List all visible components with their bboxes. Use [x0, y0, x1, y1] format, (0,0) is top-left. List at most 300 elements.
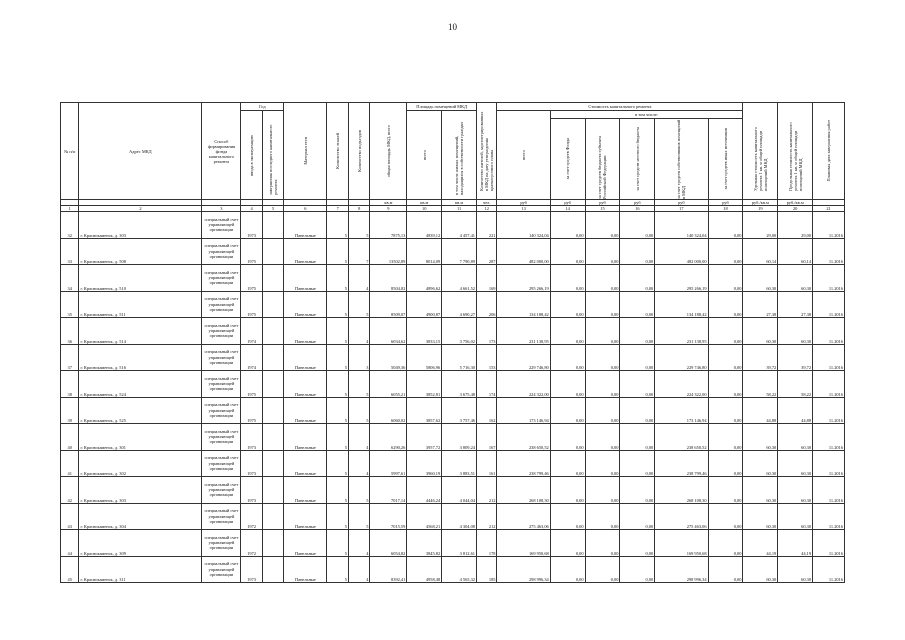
- column-number-cell: 15: [585, 206, 620, 212]
- cell-cost-fund: 0,00: [550, 344, 585, 371]
- column-number-cell: 13: [497, 206, 550, 212]
- cell-limit-cost: 58,22: [778, 371, 813, 398]
- cell-floors: 5: [327, 344, 349, 371]
- cell-completion-date: 11.2016: [813, 397, 845, 424]
- cell-last-repair-year: [262, 477, 284, 504]
- cell-wall-material: Панельные: [284, 450, 327, 477]
- cell-floors: 5: [327, 556, 349, 583]
- cell-cost-regional: 0,00: [585, 530, 620, 557]
- cell-row-number: 38: [61, 371, 79, 398]
- cell-specific-cost: 60,30: [743, 556, 778, 583]
- cell-last-repair-year: [262, 556, 284, 583]
- cell-cost-regional: 0,00: [585, 371, 620, 398]
- cell-area-owned: 4 457,41: [442, 212, 477, 239]
- cell-cost-other: 0,00: [708, 556, 743, 583]
- column-number-cell: 19: [743, 206, 778, 212]
- column-number-cell: 16: [620, 206, 655, 212]
- cell-total-area: 8504,82: [370, 265, 407, 292]
- cell-cost-regional: 0,00: [585, 238, 620, 265]
- table-row: [61, 371, 845, 398]
- cell-cost-fund: 0,00: [550, 397, 585, 424]
- unit-cell: руб: [620, 200, 655, 206]
- header-commission-year: ввода в эксплуатацию: [249, 134, 255, 176]
- cell-cost-regional: 0,00: [585, 477, 620, 504]
- cell-last-repair-year: [262, 344, 284, 371]
- cell-last-repair-year: [262, 503, 284, 530]
- cell-cost-other: 0,00: [708, 318, 743, 345]
- cell-address: г. Краснокаменск, д. 302: [79, 450, 202, 477]
- cell-cost-owners: 268 108,30: [655, 477, 708, 504]
- cell-fund-method: специальный счет управляющей организации: [202, 265, 241, 292]
- cell-commission-year: 1973: [241, 212, 263, 239]
- cell-cost-other: 0,00: [708, 291, 743, 318]
- header-total-area: общая площадь МКД, всего: [385, 124, 391, 178]
- cell-row-number: 34: [61, 265, 79, 292]
- cell-address: г. Краснокаменск, д. 311: [79, 556, 202, 583]
- cell-area-all: 8014,09: [407, 238, 442, 265]
- cell-area-all: 4900,87: [407, 291, 442, 318]
- table-row: [61, 503, 845, 530]
- cell-commission-year: 1975: [241, 371, 263, 398]
- cell-residents: 173: [476, 318, 496, 345]
- table-row: [61, 318, 845, 345]
- column-number-cell: 9: [370, 206, 407, 212]
- cell-area-all: 4568,21: [407, 503, 442, 530]
- table-row: [61, 238, 845, 265]
- cell-area-all: 4839,12: [407, 212, 442, 239]
- cell-cost-fund: 0,00: [550, 530, 585, 557]
- table-row: [61, 265, 845, 292]
- cell-cost-owners: 238 650,52: [655, 424, 708, 451]
- table-body: [61, 212, 845, 583]
- cell-residents: 185: [476, 556, 496, 583]
- cell-residents: 287: [476, 238, 496, 265]
- cell-area-all: 3957,72: [407, 424, 442, 451]
- cell-limit-cost: 44,88: [778, 397, 813, 424]
- header-address: Адрес МКД: [79, 103, 202, 200]
- cell-row-number: 35: [61, 291, 79, 318]
- cell-completion-date: 11.2016: [813, 318, 845, 345]
- header-area-owned: в том числе жилых помещений, находящихся в собственности граждан: [454, 122, 465, 195]
- cell-wall-material: Панельные: [284, 291, 327, 318]
- unit-cell: руб: [550, 200, 585, 206]
- cell-last-repair-year: [262, 238, 284, 265]
- table-row: [61, 450, 845, 477]
- cell-last-repair-year: [262, 397, 284, 424]
- cell-completion-date: 11.2016: [813, 424, 845, 451]
- cell-entrances: 5: [348, 291, 370, 318]
- cell-specific-cost: 60,30: [743, 450, 778, 477]
- header-cost-group: Стоимость капитального ремонта: [497, 103, 743, 111]
- cell-cost-owners: 295 266,19: [655, 265, 708, 292]
- cell-last-repair-year: [262, 291, 284, 318]
- cell-row-number: 45: [61, 556, 79, 583]
- cell-address: г. Краснокаменск, д. 301: [79, 424, 202, 451]
- cell-cost-owners: 238 799,46: [655, 450, 708, 477]
- header-fund-method: Способ формирования фонда капитального ремонта: [202, 103, 241, 200]
- cell-area-all: 3852,81: [407, 371, 442, 398]
- table-row: [61, 424, 845, 451]
- cell-cost-local: 0,00: [620, 397, 655, 424]
- cell-floors: 5: [327, 291, 349, 318]
- cell-cost-all: 169 950,68: [497, 530, 550, 557]
- cell-area-all: 3857,62: [407, 397, 442, 424]
- unit-cell: руб: [497, 200, 550, 206]
- cell-specific-cost: 27,38: [743, 291, 778, 318]
- cell-entrances: 5: [348, 371, 370, 398]
- cell-limit-cost: 60,30: [778, 477, 813, 504]
- cell-specific-cost: 60,30: [743, 265, 778, 292]
- column-number-cell: 2: [79, 206, 202, 212]
- table-row: [61, 344, 845, 371]
- cell-specific-cost: 39,72: [743, 344, 778, 371]
- cell-fund-method: специальный счет управляющей организации: [202, 238, 241, 265]
- cell-cost-fund: 0,00: [550, 238, 585, 265]
- cell-cost-local: 0,00: [620, 318, 655, 345]
- cell-fund-method: специальный счет управляющей организации: [202, 424, 241, 451]
- cell-last-repair-year: [262, 371, 284, 398]
- cell-wall-material: Панельные: [284, 344, 327, 371]
- cell-cost-local: 0,00: [620, 291, 655, 318]
- table-row: [61, 291, 845, 318]
- header-including: в том числе:: [550, 111, 743, 119]
- cell-cost-all: 298 996,34: [497, 556, 550, 583]
- cell-cost-other: 0,00: [708, 371, 743, 398]
- cell-cost-all: 224 322,00: [497, 371, 550, 398]
- cell-completion-date: 11.2016: [813, 265, 845, 292]
- header-specific-cost: Удельная стоимость капитального ремонта 1 кв. м общей площади помещений МКД: [752, 127, 768, 191]
- cell-row-number: 42: [61, 477, 79, 504]
- cell-cost-other: 0,00: [708, 530, 743, 557]
- header-cost-all: всего: [521, 150, 527, 160]
- cell-fund-method: специальный счет управляющей организации: [202, 450, 241, 477]
- cell-commission-year: 1973: [241, 424, 263, 451]
- cell-residents: 221: [476, 212, 496, 239]
- cell-entrances: 5: [348, 503, 370, 530]
- cell-entrances: 4: [348, 556, 370, 583]
- cell-limit-cost: 27,38: [778, 291, 813, 318]
- cell-cost-other: 0,00: [708, 344, 743, 371]
- column-number-cell: 12: [476, 206, 496, 212]
- cell-completion-date: 11.2016: [813, 477, 845, 504]
- cell-cost-all: 173 146,94: [497, 397, 550, 424]
- cell-wall-material: Панельные: [284, 318, 327, 345]
- cell-specific-cost: 58,22: [743, 371, 778, 398]
- cell-fund-method: специальный счет управляющей организации: [202, 503, 241, 530]
- column-number-cell: 3: [202, 206, 241, 212]
- cell-cost-local: 0,00: [620, 344, 655, 371]
- cell-total-area: 8392,41: [370, 556, 407, 583]
- column-number-cell: 4: [241, 206, 263, 212]
- cell-row-number: 43: [61, 503, 79, 530]
- cell-limit-cost: 29,00: [778, 212, 813, 239]
- cell-cost-fund: 0,00: [550, 212, 585, 239]
- header-cost-regional: за счет средств бюджета субъекта Российской Федерации: [597, 136, 608, 199]
- cell-area-all: 3845,82: [407, 530, 442, 557]
- cell-completion-date: 11.2016: [813, 371, 845, 398]
- cell-floors: 5: [327, 265, 349, 292]
- cell-limit-cost: 60,30: [778, 265, 813, 292]
- cell-limit-cost: 60,30: [778, 450, 813, 477]
- cell-commission-year: 1973: [241, 477, 263, 504]
- cell-completion-date: 11.2016: [813, 212, 845, 239]
- header-floors: Количество этажей: [335, 133, 341, 169]
- cell-area-owned: 4 661,52: [442, 265, 477, 292]
- cell-entrances: 4: [348, 450, 370, 477]
- cell-total-area: 7017,14: [370, 477, 407, 504]
- cell-last-repair-year: [262, 450, 284, 477]
- cell-entrances: 5: [348, 397, 370, 424]
- cell-specific-cost: 60,30: [743, 318, 778, 345]
- cell-residents: 169: [476, 265, 496, 292]
- cell-commission-year: 1973: [241, 450, 263, 477]
- cell-floors: 5: [327, 477, 349, 504]
- cell-completion-date: 11.2016: [813, 344, 845, 371]
- column-number-cell: 11: [442, 206, 477, 212]
- cell-address: г. Краснокаменск, д. 304: [79, 503, 202, 530]
- cell-row-number: 33: [61, 238, 79, 265]
- cell-address: г. Краснокаменск, д. 516: [79, 344, 202, 371]
- unit-cell: руб: [585, 200, 620, 206]
- cell-wall-material: Панельные: [284, 503, 327, 530]
- cell-cost-other: 0,00: [708, 424, 743, 451]
- cell-cost-fund: 0,00: [550, 424, 585, 451]
- cell-floors: 5: [327, 212, 349, 239]
- cell-row-number: 37: [61, 344, 79, 371]
- cell-commission-year: 1975: [241, 265, 263, 292]
- cell-total-area: 6290,26: [370, 424, 407, 451]
- cell-limit-cost: 60,30: [778, 556, 813, 583]
- cell-area-owned: 3 812,61: [442, 530, 477, 557]
- cell-commission-year: 1972: [241, 503, 263, 530]
- cell-fund-method: специальный счет управляющей организации: [202, 318, 241, 345]
- cell-cost-local: 0,00: [620, 450, 655, 477]
- cell-address: г. Краснокаменск, д. 510: [79, 265, 202, 292]
- cell-specific-cost: 60,14: [743, 238, 778, 265]
- cell-entrances: 7: [348, 238, 370, 265]
- cell-address: г. Краснокаменск, д. 525: [79, 397, 202, 424]
- cell-entrances: 3: [348, 344, 370, 371]
- cell-area-all: 3833,15: [407, 318, 442, 345]
- table-row: [61, 212, 845, 239]
- cell-cost-local: 0,00: [620, 265, 655, 292]
- cell-cost-all: 295 266,19: [497, 265, 550, 292]
- cell-fund-method: специальный счет управляющей организации: [202, 344, 241, 371]
- cell-cost-owners: 275 463,06: [655, 503, 708, 530]
- capital-repair-table: [60, 102, 845, 583]
- cell-residents: 212: [476, 477, 496, 504]
- cell-commission-year: 1975: [241, 291, 263, 318]
- cell-completion-date: 11.2016: [813, 450, 845, 477]
- cell-cost-all: 275 463,06: [497, 503, 550, 530]
- cell-cost-regional: 0,00: [585, 397, 620, 424]
- cell-fund-method: специальный счет управляющей организации: [202, 530, 241, 557]
- cell-fund-method: специальный счет управляющей организации: [202, 291, 241, 318]
- cell-completion-date: 11.2016: [813, 291, 845, 318]
- header-area-group: Площадь помещений МКД: [407, 103, 477, 111]
- cell-completion-date: 11.2016: [813, 530, 845, 557]
- cell-cost-all: 268 108,30: [497, 477, 550, 504]
- column-number-cell: 17: [655, 206, 708, 212]
- cell-area-owned: 4 690,27: [442, 291, 477, 318]
- cell-row-number: 36: [61, 318, 79, 345]
- cell-wall-material: Панельные: [284, 556, 327, 583]
- cell-fund-method: специальный счет управляющей организации: [202, 371, 241, 398]
- cell-address: г. Краснокаменск, д. 309: [79, 530, 202, 557]
- cell-entrances: 5: [348, 212, 370, 239]
- cell-address: г. Краснокаменск, д. 303: [79, 477, 202, 504]
- cell-total-area: 8509,07: [370, 291, 407, 318]
- cell-entrances: 4: [348, 265, 370, 292]
- cell-limit-cost: 60,30: [778, 503, 813, 530]
- page-number: 10: [448, 22, 457, 32]
- cell-cost-owners: 231 138,95: [655, 318, 708, 345]
- cell-cost-all: 140 324,04: [497, 212, 550, 239]
- cell-last-repair-year: [262, 212, 284, 239]
- cell-cost-all: 231 138,95: [497, 318, 550, 345]
- cell-total-area: 13502,89: [370, 238, 407, 265]
- cell-commission-year: 1973: [241, 556, 263, 583]
- cell-commission-year: 1975: [241, 238, 263, 265]
- unit-cell: кв.м: [442, 200, 477, 206]
- cell-cost-fund: 0,00: [550, 291, 585, 318]
- cell-area-owned: 4 304,08: [442, 503, 477, 530]
- cell-entrances: 5: [348, 477, 370, 504]
- cell-area-owned: 3 757,46: [442, 397, 477, 424]
- cell-residents: 212: [476, 503, 496, 530]
- table-row: [61, 477, 845, 504]
- header-wall-material: Материал стен: [302, 137, 308, 165]
- column-number-cell: 6: [284, 206, 327, 212]
- header-cost-owners: за счет средств собственников помещений в МКД: [676, 119, 687, 199]
- unit-cell: кв.м: [407, 200, 442, 206]
- unit-cell: руб: [655, 200, 708, 206]
- cell-wall-material: Панельные: [284, 424, 327, 451]
- cell-cost-local: 0,00: [620, 556, 655, 583]
- cell-cost-other: 0,00: [708, 238, 743, 265]
- cell-cost-regional: 0,00: [585, 291, 620, 318]
- cell-residents: 162: [476, 397, 496, 424]
- cell-cost-local: 0,00: [620, 477, 655, 504]
- cell-cost-other: 0,00: [708, 450, 743, 477]
- cell-cost-regional: 0,00: [585, 212, 620, 239]
- cell-floors: 5: [327, 503, 349, 530]
- cell-commission-year: 1972: [241, 530, 263, 557]
- cell-cost-all: 134 188,42: [497, 291, 550, 318]
- cell-commission-year: 1974: [241, 344, 263, 371]
- cell-commission-year: 1975: [241, 397, 263, 424]
- cell-row-number: 40: [61, 424, 79, 451]
- cell-floors: 5: [327, 371, 349, 398]
- cell-area-owned: 5 716,30: [442, 344, 477, 371]
- header-cost-fund: за счет средств Фонда: [565, 138, 571, 180]
- cell-total-area: 6054,82: [370, 530, 407, 557]
- header-last-repair-year: завершения последнего капитального ремонта: [268, 124, 279, 195]
- cell-area-all: 5806,96: [407, 344, 442, 371]
- cell-limit-cost: 60,30: [778, 424, 813, 451]
- cell-cost-other: 0,00: [708, 397, 743, 424]
- cell-total-area: 7875,13: [370, 212, 407, 239]
- cell-address: г. Краснокаменск, д. 524: [79, 371, 202, 398]
- header-completion-date: Плановая дата завершения работ: [826, 120, 832, 182]
- cell-residents: 174: [476, 371, 496, 398]
- cell-row-number: 41: [61, 450, 79, 477]
- cell-entrances: 4: [348, 530, 370, 557]
- table-row: [61, 397, 845, 424]
- cell-total-area: 6060,02: [370, 397, 407, 424]
- cell-wall-material: Панельные: [284, 530, 327, 557]
- unit-cell: чел.: [476, 200, 496, 206]
- cell-completion-date: 11.2016: [813, 503, 845, 530]
- header-year-group: Год: [241, 103, 284, 111]
- cell-cost-local: 0,00: [620, 530, 655, 557]
- cell-entrances: 4: [348, 424, 370, 451]
- cell-cost-fund: 0,00: [550, 503, 585, 530]
- cell-area-owned: 4 565,32: [442, 556, 477, 583]
- column-number-cell: 8: [348, 206, 370, 212]
- cell-row-number: 32: [61, 212, 79, 239]
- cell-total-area: 5049,36: [370, 344, 407, 371]
- cell-address: г. Краснокаменск, д. 508: [79, 238, 202, 265]
- cell-specific-cost: 44,88: [743, 397, 778, 424]
- cell-last-repair-year: [262, 530, 284, 557]
- cell-commission-year: 1974: [241, 318, 263, 345]
- cell-wall-material: Панельные: [284, 212, 327, 239]
- cell-cost-fund: 0,00: [550, 371, 585, 398]
- cell-floors: 5: [327, 238, 349, 265]
- header-area-all: всего: [421, 150, 427, 160]
- cell-wall-material: Панельные: [284, 238, 327, 265]
- column-number-cell: 10: [407, 206, 442, 212]
- cell-cost-owners: 134 188,42: [655, 291, 708, 318]
- cell-area-all: 4958,48: [407, 556, 442, 583]
- cell-row-number: 44: [61, 530, 79, 557]
- header-cost-local: за счет средств местного бюджета: [634, 127, 640, 191]
- cell-fund-method: специальный счет управляющей организации: [202, 397, 241, 424]
- column-number-cell: 14: [550, 206, 585, 212]
- cell-area-owned: 4 044,04: [442, 477, 477, 504]
- cell-cost-other: 0,00: [708, 503, 743, 530]
- cell-area-all: 4896,62: [407, 265, 442, 292]
- cell-entrances: 4: [348, 318, 370, 345]
- cell-cost-local: 0,00: [620, 503, 655, 530]
- cell-specific-cost: 60,30: [743, 477, 778, 504]
- cell-cost-local: 0,00: [620, 371, 655, 398]
- cell-cost-regional: 0,00: [585, 503, 620, 530]
- cell-cost-owners: 173 146,94: [655, 397, 708, 424]
- cell-limit-cost: 39,72: [778, 344, 813, 371]
- cell-limit-cost: 44,19: [778, 530, 813, 557]
- column-number-cell: 1: [61, 206, 79, 212]
- cell-cost-local: 0,00: [620, 212, 655, 239]
- cell-cost-regional: 0,00: [585, 318, 620, 345]
- column-number-cell: 18: [708, 206, 743, 212]
- table-row: [61, 530, 845, 557]
- cell-total-area: 7015,59: [370, 503, 407, 530]
- cell-residents: 178: [476, 530, 496, 557]
- cell-floors: 5: [327, 397, 349, 424]
- cell-area-all: 3960,19: [407, 450, 442, 477]
- header-residents: Количество жителей, зарегистрированных в МКД на дату утверждения краткосрочного плана: [479, 111, 495, 191]
- cell-floors: 5: [327, 450, 349, 477]
- cell-cost-local: 0,00: [620, 424, 655, 451]
- table-row: [61, 556, 845, 583]
- cell-cost-fund: 0,00: [550, 450, 585, 477]
- cell-specific-cost: 29,00: [743, 212, 778, 239]
- cell-fund-method: специальный счет управляющей организации: [202, 556, 241, 583]
- unit-cell: руб./кв.м: [743, 200, 778, 206]
- cell-cost-fund: 0,00: [550, 265, 585, 292]
